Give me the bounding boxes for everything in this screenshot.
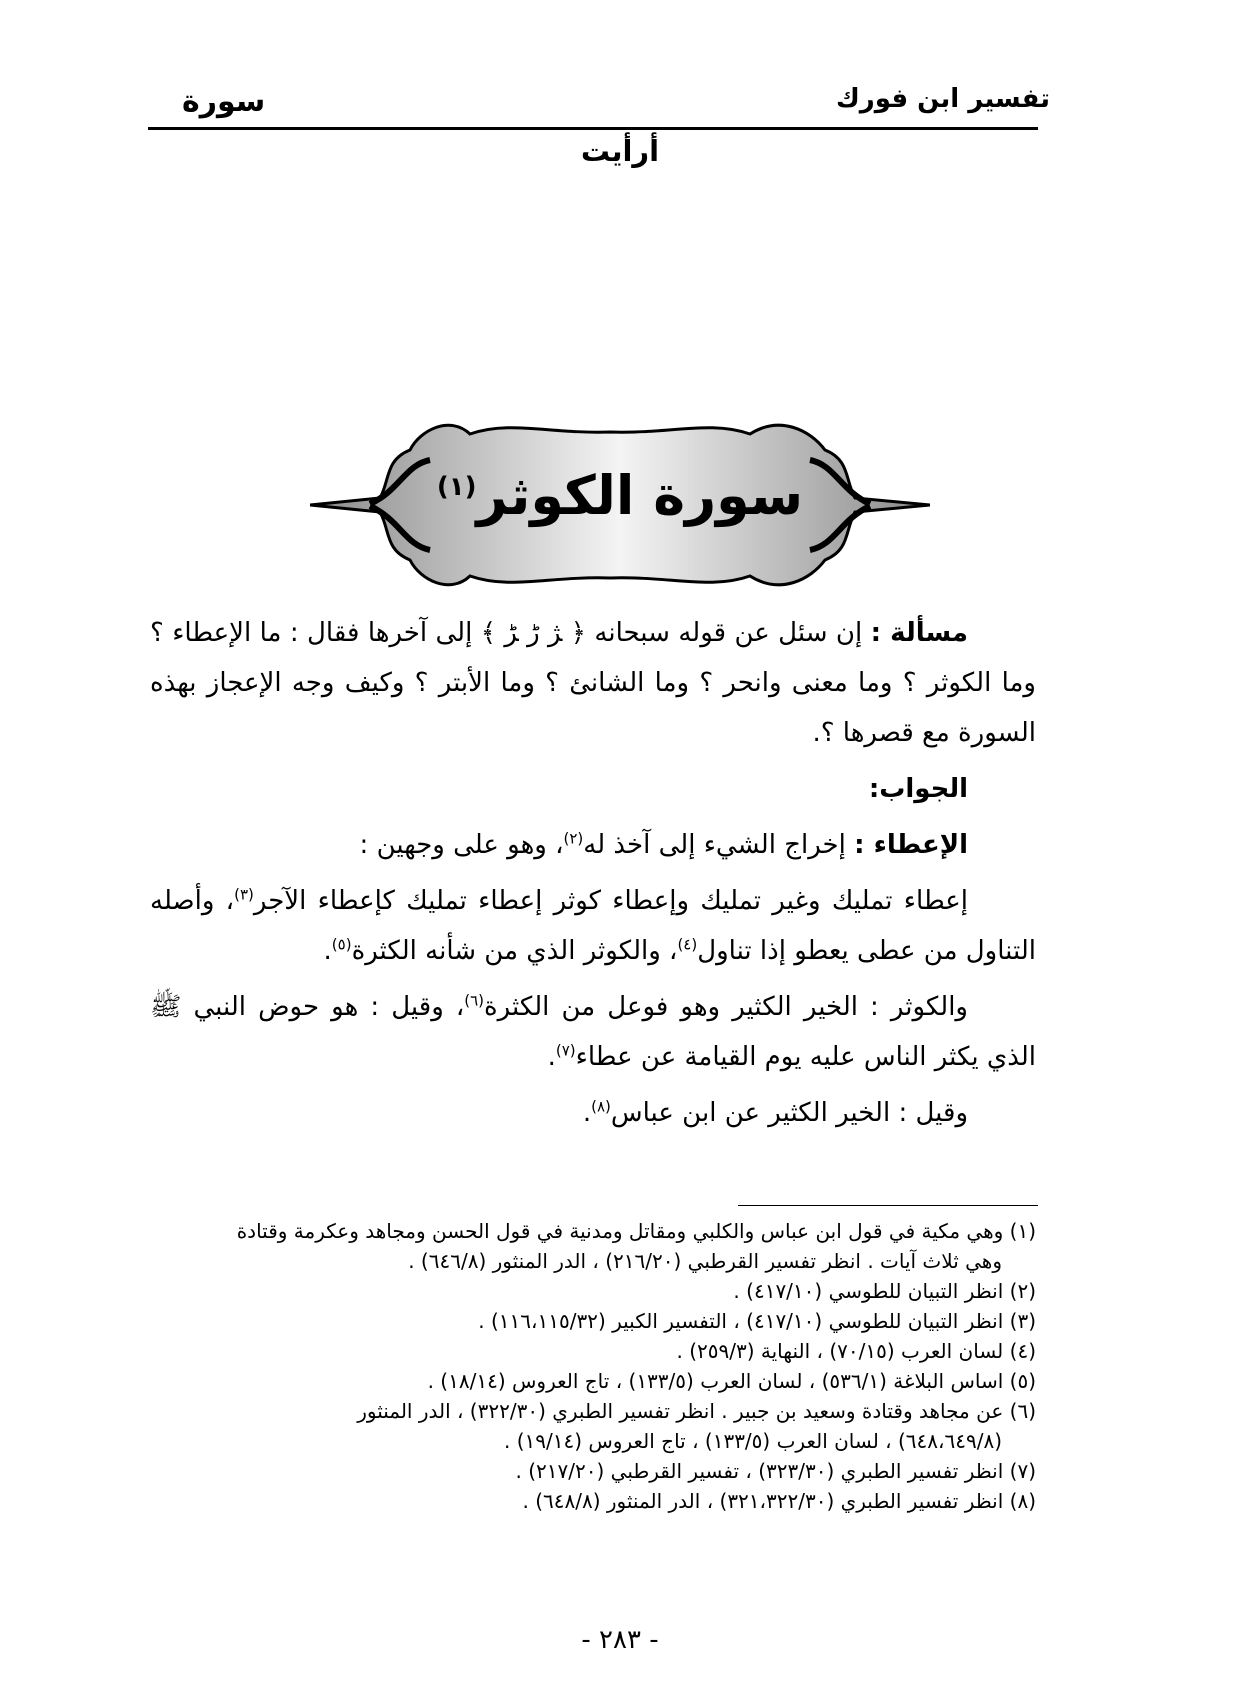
footnote-1 [150,1216,1036,1276]
footnote-rule [738,1205,1038,1206]
footnote-4 [150,1336,1036,1366]
paragraph-lead: الإعطاء : [854,830,968,860]
page-number: - ٢٨٣ - [581,1625,659,1655]
text-run: . [323,936,332,966]
text-run: ، وهو على وجهين : [359,830,564,860]
footnote-ref: (١) [436,472,477,502]
page-subheading: أرأيت [580,134,660,168]
text-run: . [547,1042,556,1072]
text-run: إلى آخرها فقال : ما الإعطاء ؟ وما الكوثر ؟ وما معنى وانحر ؟ وما الشانئ ؟ وما الأبتر ؟ وكيف وجه الإعجاز بهذه السورة مع قصرها ؟. [150,618,1036,748]
text-run: إخراج الشيء إلى آخذ له [583,830,855,860]
text-run: وقيل : الخير الكثير عن ابن عباس [610,1098,968,1128]
footnote-2 [150,1276,1036,1306]
surah-title-text: سورة الكوثر [476,464,804,527]
paragraph-kawthar [150,982,1036,1082]
footnote-line: (٤) لسان العرب (٧٠/١٥) ، النهاية (٢٥٩/٣) . [676,1339,1036,1363]
surah-word: سورة [182,84,266,119]
footnote-ref: (٣) [234,885,254,904]
footnote-ref: (٥) [331,935,352,954]
text-run: ، وأصله التناول من عطى يعطو إذا تناول [150,886,1036,966]
footnote-line: (٧) انظر تفسير الطبري (٣٢٣/٣٠) ، تفسير القرطبي (٢١٧/٢٠) . [515,1459,1036,1483]
footnote-ref: (٨) [591,1097,611,1116]
book-title: تفسير ابن فورك [835,84,1050,114]
paragraph-types [150,876,1036,976]
text-run: ، وقيل : هو حوض النبي ﷺ الذي يكثر الناس عليه يوم القيامة عن عطاء [150,992,1036,1072]
footnote-line: (٨) انظر تفسير الطبري (٣٢١،٣٢٢/٣٠) ، الدر المنثور (٦٤٨/٨) . [522,1489,1036,1513]
footnote-line: (٦٤٨،٦٤٩/٨) ، لسان العرب (١٣٣/٥) ، تاج العروس (١٩/١٤) . [503,1429,1002,1453]
surah-title-banner [310,420,930,590]
footnotes [150,1216,1036,1516]
text-run: ، والكوثر الذي من شأنه الكثرة [351,936,678,966]
text-run: والكوثر : الخير الكثير وهو فوعل من الكثرة [484,992,968,1022]
text-run: . [582,1098,592,1128]
paragraph-question [150,608,1036,758]
surah-title [310,464,930,527]
footnote-line: (٣) انظر التبيان للطوسي (٤١٧/١٠) ، التفسير الكبير (١١٦،١١٥/٣٢) . [478,1309,1036,1333]
footnote-7 [150,1456,1036,1486]
footnote-line: (١) وهي مكية في قول ابن عباس والكلبي ومقاتل ومدنية في قول الحسن ومجاهد وعكرمة وقتادة [236,1219,1036,1243]
running-header [150,84,1050,124]
footnote-line: وهي ثلاث آيات . انظر تفسير القرطبي (٢١٦/٢٠) ، الدر المنثور (٦٤٦/٨) . [408,1249,1002,1273]
footnote-ref: (٧) [555,1041,576,1060]
quran-quote: ﴿ ﮋ ﮌ ﮍ ﴾ [480,618,587,648]
footnote-line: (٦) عن مجاهد وقتادة وسعيد بن جبير . انظر تفسير الطبري (٣٢٢/٣٠) ، الدر المنثور [357,1399,1036,1423]
text-run: إن سئل عن قوله سبحانه [586,618,871,648]
footnote-ref: (٤) [677,935,698,954]
footnote-line: (٢) انظر التبيان للطوسي (٤١٧/١٠) . [733,1279,1036,1303]
header-rule [148,127,1038,130]
footnote-3 [150,1306,1036,1336]
footnote-5 [150,1366,1036,1396]
paragraph-ibn-abbas [150,1088,1036,1138]
footnote-line: (٥) اساس البلاغة (٥٣٦/١) ، لسان العرب (١٣٣/٥) ، تاج العروس (١٨/١٤) . [427,1369,1036,1393]
footnote-ref: (٢) [563,829,584,848]
text-run: إعطاء تمليك وغير تمليك وإعطاء كوثر إعطاء تمليك كإعطاء الآجر [253,886,969,916]
footnote-8 [150,1486,1036,1516]
footnote-ref: (٦) [464,991,485,1010]
footnote-6 [150,1396,1036,1456]
main-text [150,608,1036,1144]
paragraph-lead: مسألة : [870,618,969,648]
paragraph-definition [150,820,1036,870]
answer-heading: الجواب: [868,774,968,804]
